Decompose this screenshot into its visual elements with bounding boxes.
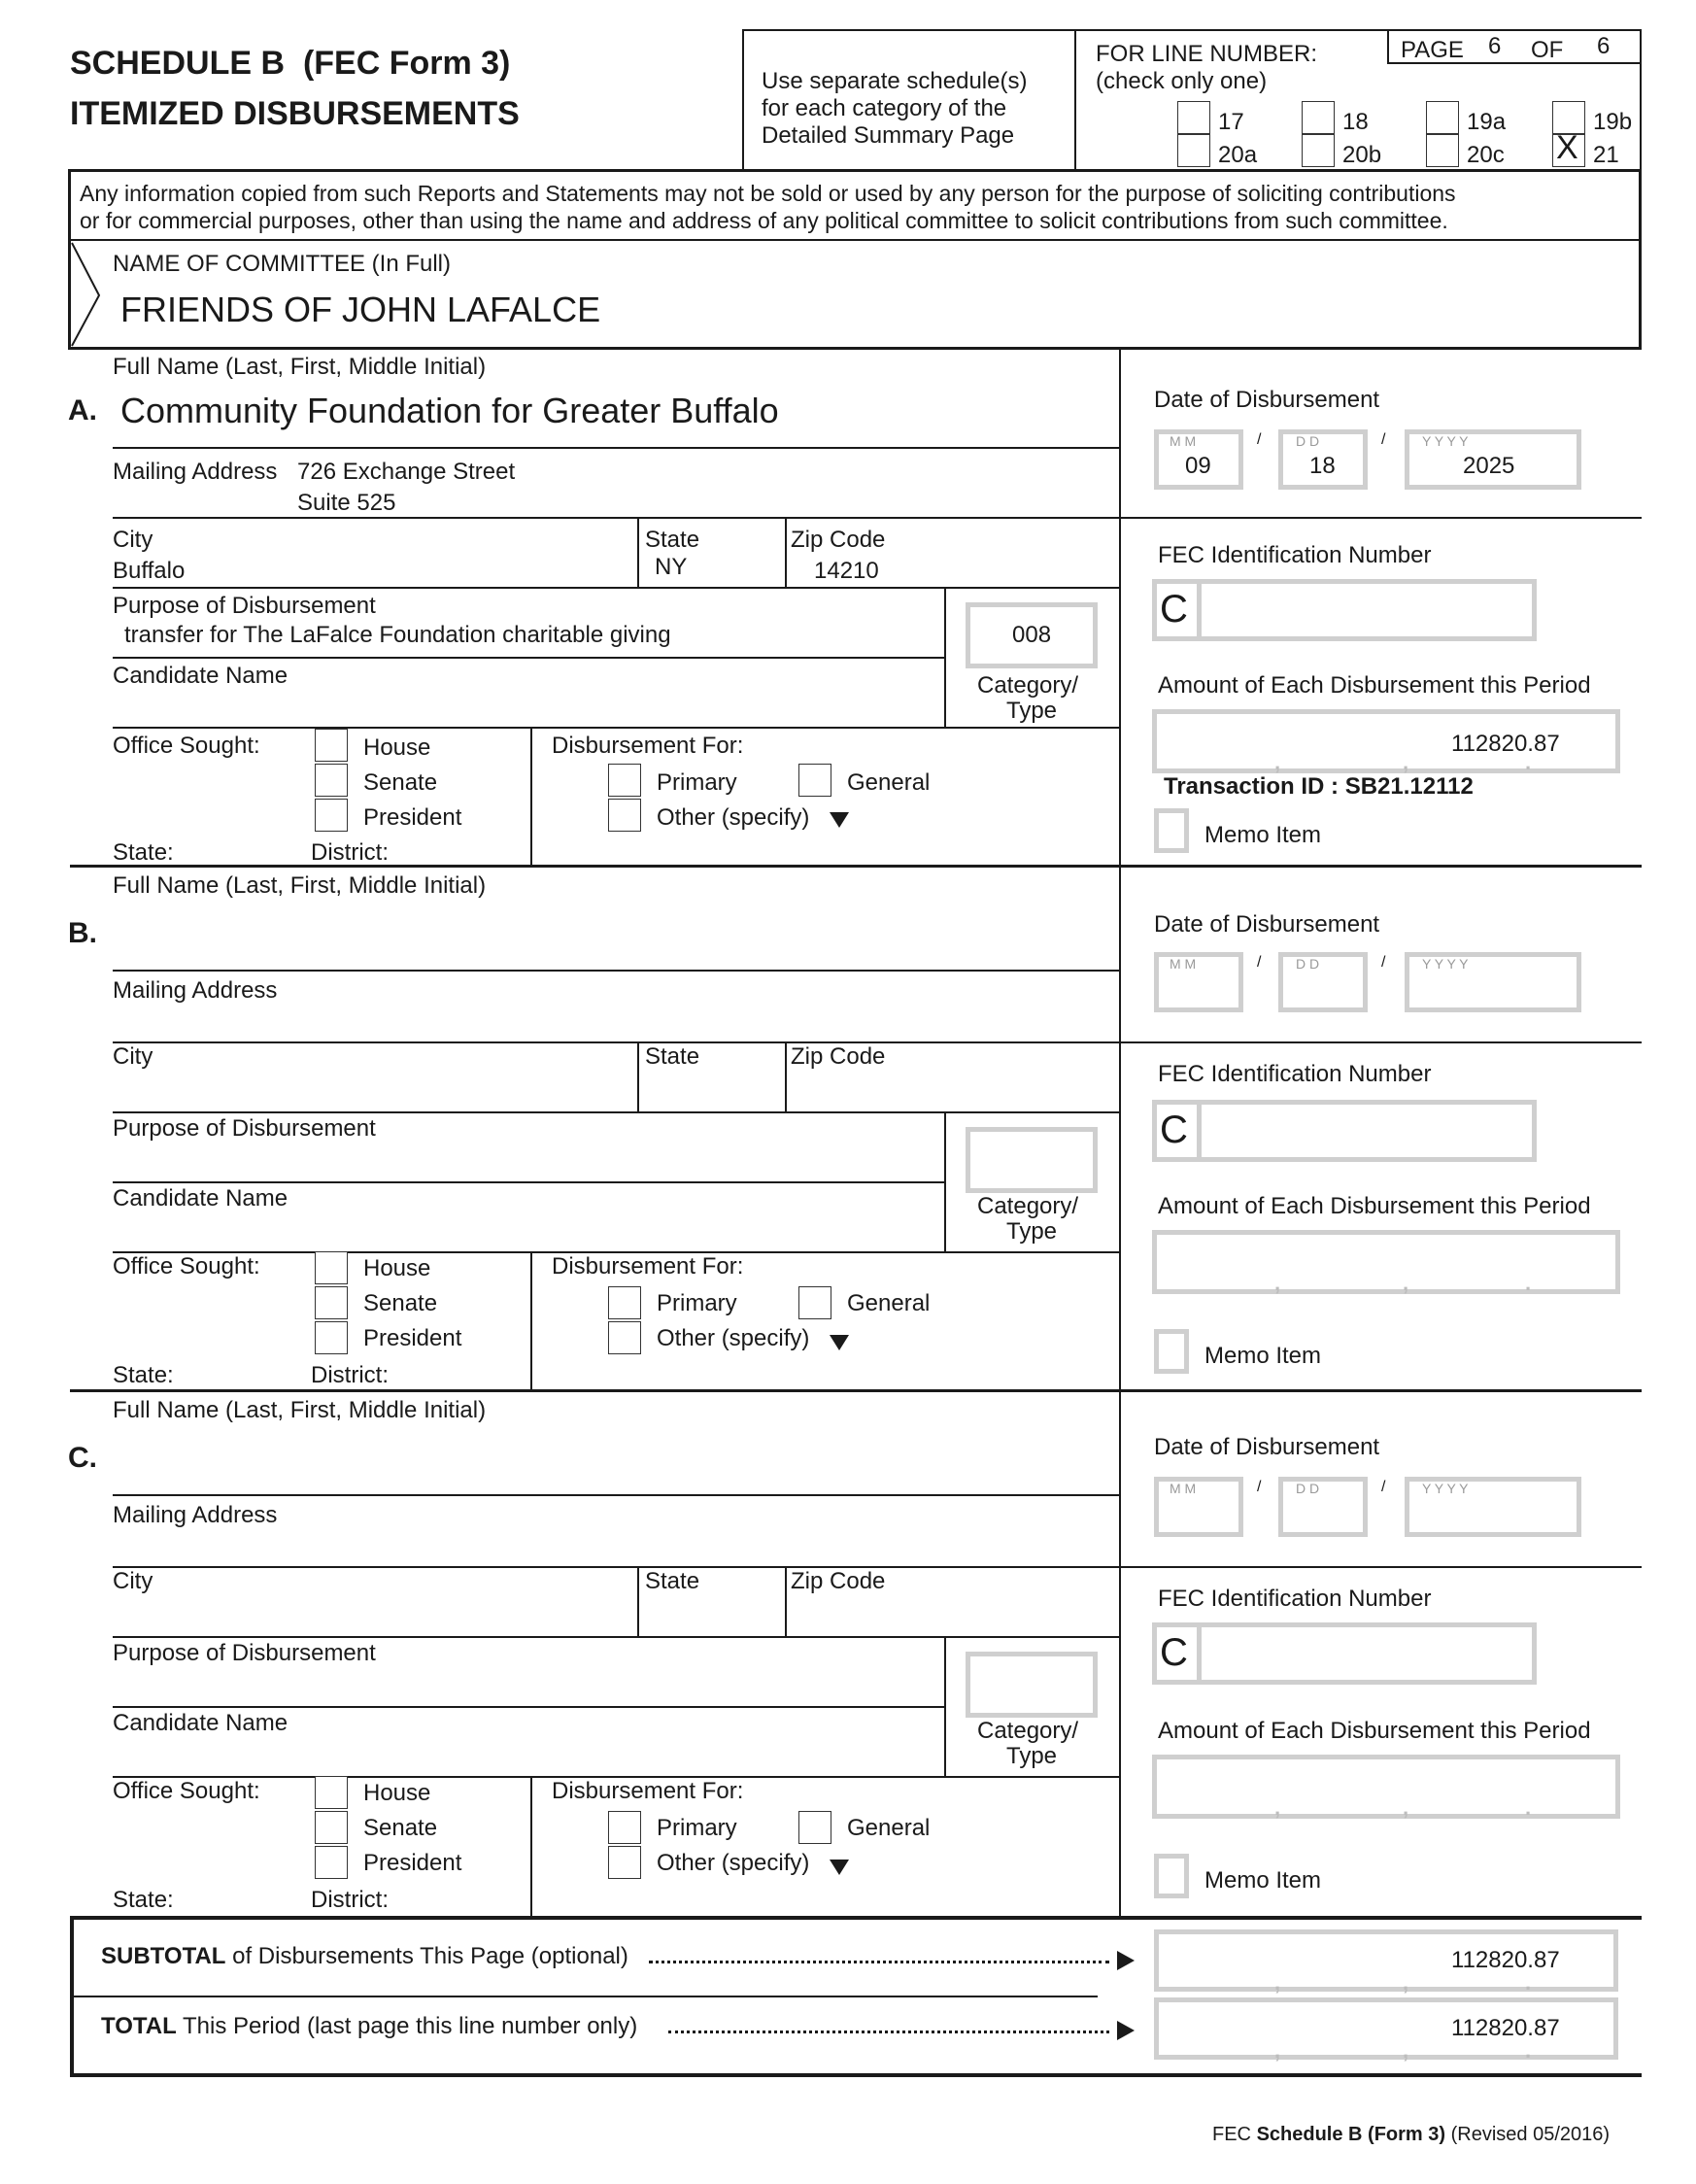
a-full-name-label: Full Name (Last, First, Middle Initial) [113,354,487,380]
a-yyyy-hint: Y Y Y Y [1422,433,1469,449]
a-zip-label: Zip Code [791,527,886,553]
a-mm-hint: M M [1170,433,1197,449]
b-amount-field[interactable] [1152,1230,1620,1294]
page-total: 6 [1597,33,1611,59]
c-amount-field[interactable] [1152,1755,1620,1819]
b-office-state-label: State: [113,1362,174,1388]
c-senate-label: Senate [363,1815,438,1841]
line-20a-checkbox[interactable] [1177,134,1210,167]
c-primary-checkbox[interactable] [608,1811,641,1844]
total-arrow-icon [1117,2021,1135,2040]
a-full-name-value: Community Foundation for Greater Buffalo [120,391,779,430]
subtotal-label: SUBTOTAL of Disbursements This Page (optional) [101,1943,628,1969]
b-amount-decimal: . [1525,1271,1532,1295]
c-date-sep-1: / [1257,1479,1262,1495]
c-date-label: Date of Disbursement [1154,1434,1380,1460]
b-dd-hint: D D [1296,956,1320,972]
a-house-checkbox[interactable] [315,729,348,762]
c-house-label: House [363,1780,431,1806]
c-full-name-label: Full Name (Last, First, Middle Initial) [113,1397,487,1423]
a-purpose-value: transfer for The LaFalce Foundation charitable giving [124,622,671,648]
b-type-label: Type [1006,1218,1058,1245]
c-amount-comma-2: , [1403,1795,1409,1820]
b-fec-prefix: C [1160,1109,1188,1151]
c-disbursement-for-label: Disbursement For: [552,1778,744,1804]
b-office-sought-label: Office Sought: [113,1253,260,1280]
line-20a-label: 20a [1218,142,1258,168]
a-city-label: City [113,527,153,553]
c-entry-letter: C. [68,1442,97,1474]
c-memo-checkbox[interactable] [1154,1854,1189,1898]
c-senate-checkbox[interactable] [315,1811,348,1844]
a-city-value: Buffalo [113,558,186,584]
a-dd-hint: D D [1296,433,1320,449]
c-mailing-address-label: Mailing Address [113,1502,278,1528]
line-20c-label: 20c [1467,142,1505,168]
instruction-line2: for each category of the [762,95,1007,121]
b-general-checkbox[interactable] [798,1286,831,1319]
b-other-arrow-icon [830,1335,849,1350]
a-senate-checkbox[interactable] [315,764,348,797]
b-date-month-field[interactable] [1154,952,1243,1012]
of-label: OF [1531,37,1564,63]
c-dd-hint: D D [1296,1481,1320,1496]
b-amount-comma-2: , [1403,1271,1409,1295]
b-date-day-field[interactable] [1278,952,1368,1012]
a-amount-value: 112820.87 [1451,731,1560,757]
committee-chevron-icon [70,241,105,348]
b-category-code-field[interactable] [966,1127,1098,1193]
a-date-month-value: 09 [1185,453,1211,479]
b-fec-id-field[interactable] [1152,1100,1537,1162]
b-general-label: General [847,1290,931,1316]
instruction-line1: Use separate schedule(s) [762,68,1028,94]
a-zip-value: 14210 [814,558,879,584]
line-21-label: 21 [1593,142,1619,168]
c-president-label: President [363,1850,462,1876]
a-office-sought-label: Office Sought: [113,733,260,759]
page-number: 6 [1488,33,1502,59]
a-purpose-label: Purpose of Disbursement [113,593,376,619]
a-fec-id-field[interactable] [1152,579,1537,641]
c-primary-label: Primary [657,1815,737,1841]
line-20b-checkbox[interactable] [1302,134,1335,167]
a-office-state-label: State: [113,839,174,866]
line-19a-label: 19a [1467,109,1507,135]
a-amount-comma-1: , [1274,750,1281,774]
total-value: 112820.87 [1451,2015,1560,2041]
b-date-sep-1: / [1257,954,1262,971]
b-senate-label: Senate [363,1290,438,1316]
form-footer: FEC Schedule B (Form 3) (Revised 05/2016) [1212,2124,1611,2145]
b-candidate-name-label: Candidate Name [113,1185,288,1211]
b-date-sep-2: / [1381,954,1386,971]
a-general-label: General [847,769,931,796]
line-19b-label: 19b [1593,109,1633,135]
total-label: TOTAL This Period (last page this line number only) [101,2013,638,2039]
b-disbursement-for-label: Disbursement For: [552,1253,744,1280]
a-other-checkbox[interactable] [608,799,641,832]
b-house-label: House [363,1255,431,1281]
committee-name: FRIENDS OF JOHN LAFALCE [120,290,601,329]
b-mm-hint: M M [1170,956,1197,972]
c-type-label: Type [1006,1743,1058,1769]
c-date-day-field[interactable] [1278,1477,1368,1537]
a-category-code-value: 008 [1012,622,1052,648]
a-house-label: House [363,734,431,761]
b-amount-comma-1: , [1274,1271,1281,1295]
b-city-label: City [113,1043,153,1070]
line-19a-checkbox[interactable] [1426,101,1459,134]
c-date-month-field[interactable] [1154,1477,1243,1537]
c-fec-prefix: C [1160,1631,1188,1674]
c-purpose-label: Purpose of Disbursement [113,1640,376,1666]
subtotal-value: 112820.87 [1451,1947,1560,1973]
a-mailing-address-label: Mailing Address [113,459,278,485]
b-mailing-address-label: Mailing Address [113,977,278,1004]
c-memo-label: Memo Item [1204,1867,1322,1894]
line-17-checkbox[interactable] [1177,101,1210,134]
c-fec-id-field[interactable] [1152,1622,1537,1685]
a-other-arrow-icon [830,812,849,828]
c-general-checkbox[interactable] [798,1811,831,1844]
page-label: PAGE [1401,37,1464,63]
c-city-label: City [113,1568,153,1594]
a-disbursement-for-label: Disbursement For: [552,733,744,759]
a-memo-checkbox[interactable] [1154,808,1189,853]
c-zip-label: Zip Code [791,1568,886,1594]
b-state-label: State [645,1043,700,1070]
total-decimal: . [1525,2038,1532,2063]
c-candidate-name-label: Candidate Name [113,1710,288,1736]
a-president-checkbox[interactable] [315,799,348,832]
line-18-label: 18 [1342,109,1369,135]
a-fec-prefix: C [1160,588,1188,631]
line-20b-label: 20b [1342,142,1382,168]
b-primary-label: Primary [657,1290,737,1316]
b-category-label: Category/ [977,1193,1079,1219]
c-state-label: State [645,1568,700,1594]
c-amount-decimal: . [1525,1795,1532,1820]
a-category-label: Category/ [977,672,1079,699]
b-purpose-label: Purpose of Disbursement [113,1115,376,1142]
c-fec-id-label: FEC Identification Number [1158,1586,1432,1612]
a-date-sep-2: / [1381,431,1386,448]
c-other-checkbox[interactable] [608,1846,641,1879]
c-president-checkbox[interactable] [315,1846,348,1879]
a-address-line1: 726 Exchange Street [297,459,516,485]
c-district-label: District: [311,1887,389,1913]
b-other-checkbox[interactable] [608,1321,641,1354]
a-amount-comma-2: , [1403,750,1409,774]
a-state-value: NY [655,554,688,580]
a-state-label: State [645,527,700,553]
subtotal-arrow-icon [1117,1951,1135,1970]
a-primary-label: Primary [657,769,737,796]
total-comma-1: , [1274,2038,1281,2063]
c-date-sep-2: / [1381,1479,1386,1495]
a-president-label: President [363,804,462,831]
subtotal-decimal: . [1525,1970,1532,1995]
a-primary-checkbox[interactable] [608,764,641,797]
c-category-label: Category/ [977,1718,1079,1744]
c-other-arrow-icon [830,1860,849,1875]
c-house-checkbox[interactable] [315,1776,348,1809]
schedule-subtitle: ITEMIZED DISBURSEMENTS [70,95,520,132]
line-number-label: FOR LINE NUMBER: [1096,41,1318,67]
line-18-checkbox[interactable] [1302,101,1335,134]
b-primary-checkbox[interactable] [608,1286,641,1319]
a-general-checkbox[interactable] [798,764,831,797]
b-amount-label: Amount of Each Disbursement this Period [1158,1193,1591,1219]
c-yyyy-hint: Y Y Y Y [1422,1481,1469,1496]
a-district-label: District: [311,839,389,866]
c-office-sought-label: Office Sought: [113,1778,260,1804]
committee-label: NAME OF COMMITTEE (In Full) [113,251,451,277]
b-memo-label: Memo Item [1204,1343,1322,1369]
a-senate-label: Senate [363,769,438,796]
a-type-label: Type [1006,698,1058,724]
b-full-name-label: Full Name (Last, First, Middle Initial) [113,872,487,899]
b-president-label: President [363,1325,462,1351]
a-memo-label: Memo Item [1204,822,1322,848]
a-transaction-id: Transaction ID : SB21.12112 [1164,773,1474,800]
notice-line2: or for commercial purposes, other than using the name and address of any political committee to solicit contributions from such committee. [80,208,1448,233]
b-memo-checkbox[interactable] [1154,1329,1189,1374]
b-president-checkbox[interactable] [315,1321,348,1354]
instruction-line3: Detailed Summary Page [762,122,1015,149]
a-date-day-value: 18 [1309,453,1336,479]
notice-line1: Any information copied from such Reports and Statements may not be sold or used by any person for the purpose of soliciting contributions [80,181,1456,206]
line-20c-checkbox[interactable] [1426,134,1459,167]
b-other-label: Other (specify) [657,1325,810,1351]
b-yyyy-hint: Y Y Y Y [1422,956,1469,972]
line-21-checkbox[interactable] [1552,129,1585,167]
a-entry-letter: A. [68,394,97,427]
a-other-label: Other (specify) [657,804,810,831]
schedule-title: SCHEDULE B (FEC Form 3) [70,45,511,82]
c-office-state-label: State: [113,1887,174,1913]
c-general-label: General [847,1815,931,1841]
a-date-sep-1: / [1257,431,1262,448]
line-17-label: 17 [1218,109,1244,135]
b-district-label: District: [311,1362,389,1388]
c-other-label: Other (specify) [657,1850,810,1876]
subtotal-comma-1: , [1274,1970,1281,1995]
a-date-year-value: 2025 [1463,453,1515,479]
line-number-hint: (check only one) [1096,68,1268,94]
b-entry-letter: B. [68,917,97,949]
subtotal-comma-2: , [1403,1970,1409,1995]
c-category-code-field[interactable] [966,1652,1098,1718]
b-fec-id-label: FEC Identification Number [1158,1061,1432,1087]
a-candidate-name-label: Candidate Name [113,663,288,689]
c-amount-label: Amount of Each Disbursement this Period [1158,1718,1591,1744]
total-comma-2: , [1403,2038,1409,2063]
b-house-checkbox[interactable] [315,1251,348,1284]
a-amount-decimal: . [1525,750,1532,774]
a-fec-id-label: FEC Identification Number [1158,542,1432,568]
c-mm-hint: M M [1170,1481,1197,1496]
b-senate-checkbox[interactable] [315,1286,348,1319]
line-21-check-mark: X [1556,129,1578,166]
b-zip-label: Zip Code [791,1043,886,1070]
a-date-label: Date of Disbursement [1154,387,1380,413]
a-address-line2: Suite 525 [297,490,396,516]
b-date-label: Date of Disbursement [1154,911,1380,938]
c-amount-comma-1: , [1274,1795,1281,1820]
a-amount-label: Amount of Each Disbursement this Period [1158,672,1591,699]
